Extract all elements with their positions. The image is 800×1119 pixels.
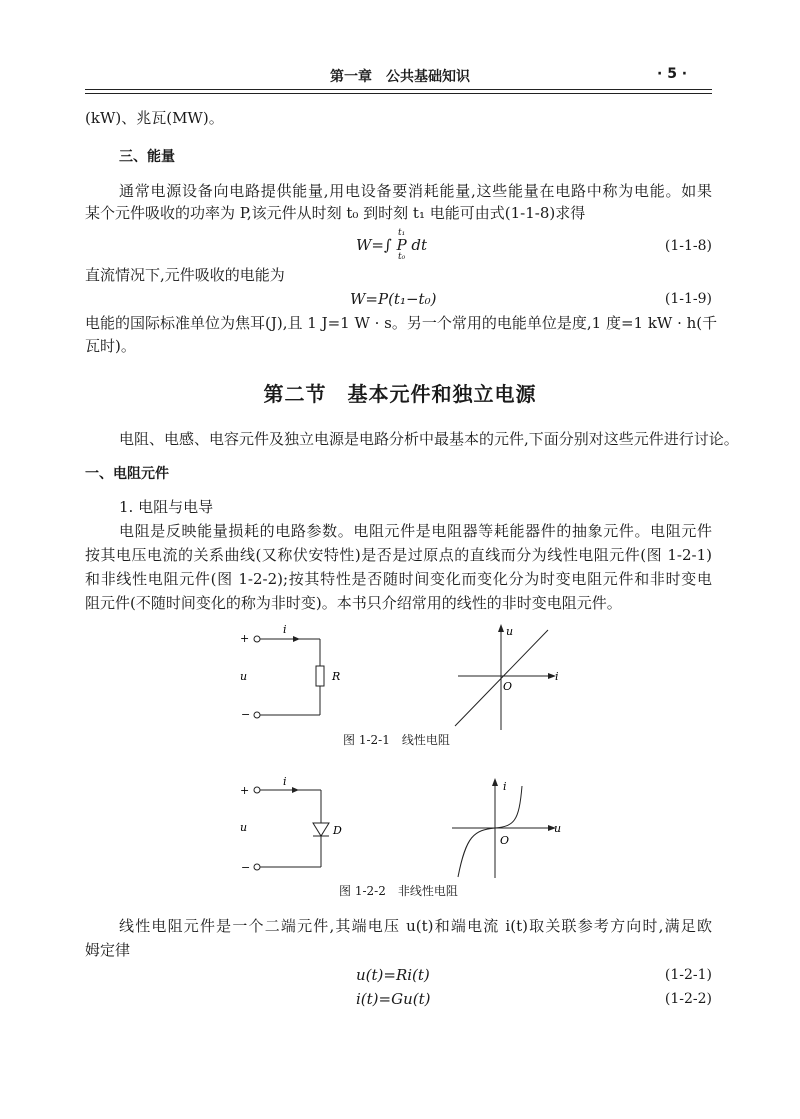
heading-resistor: 一、电阻元件 [85, 466, 169, 482]
paragraph-resistor-line1: 电阻是反映能量损耗的电路参数。电阻元件是电阻器等耗能器件的抽象元件。电阻元件 [119, 522, 712, 540]
equation-number-1-2-1: (1-2-1) [664, 967, 712, 983]
characteristic-curve [458, 786, 522, 877]
figure-nonlinear-resistor [230, 774, 580, 886]
axis-y-label: u [506, 625, 514, 638]
paragraph-unit-line2: 瓦时)。 [85, 337, 136, 355]
minus-label: − [241, 861, 251, 874]
minus-label: − [241, 708, 251, 721]
equation-number-1-1-8: (1-1-8) [664, 238, 712, 254]
current-label: i [283, 623, 287, 636]
paragraph-energy-line1: 通常电源设备向电路提供能量,用电设备要消耗能量,这些能量在电路中称为电能。如果 [119, 182, 712, 200]
origin-label: O [500, 834, 510, 847]
terminal-top [254, 787, 260, 793]
running-header-chapter: 第一章 公共基础知识 [330, 69, 470, 85]
header-rule-thin [85, 93, 712, 94]
arrow-up-icon [498, 624, 504, 632]
paragraph-resistor-line2: 按其电压电流的关系曲线(又称伏安特性)是否是过原点的直线而分为线性电阻元件(图 1-2-1) [85, 546, 712, 564]
plus-label: + [240, 784, 250, 797]
current-label: i [283, 775, 287, 788]
paragraph-dc: 直流情况下,元件吸收的电能为 [85, 266, 285, 284]
resistor-symbol [316, 666, 324, 686]
current-arrow-icon [292, 787, 299, 793]
page-number: · 5 · [657, 66, 688, 82]
header-rule-thick [85, 89, 712, 90]
element-label: D [333, 824, 342, 837]
voltage-label: u [240, 821, 248, 834]
paragraph-resistor-line3: 和非线性电阻元件(图 1-2-2);按其特性是否随时间变化而变化分为时变电阻元件和非时变电 [85, 570, 712, 588]
axis-x-label: u [554, 822, 562, 835]
paragraph-energy-line2: 某个元件吸收的功率为 P,该元件从时刻 t₀ 到时刻 t₁ 电能可由式(1-1-8)求得 [85, 204, 586, 222]
diode-symbol [313, 823, 329, 836]
terminal-bottom [254, 864, 260, 870]
figure-linear-resistor [230, 618, 580, 740]
arrow-up-icon [492, 778, 498, 786]
subheading-resistor: 1. 电阻与电导 [119, 498, 214, 516]
figure-caption-1-2-2: 图 1-2-2 非线性电阻 [339, 884, 458, 898]
equation-1-1-9: W=P(t₁−t₀) [350, 290, 437, 308]
current-arrow-icon [293, 636, 300, 642]
figure-caption-1-2-1: 图 1-2-1 线性电阻 [343, 733, 450, 747]
equation-1-1-8-body: W=∫ P dt [356, 236, 428, 254]
element-label: R [332, 670, 341, 683]
voltage-label: u [240, 670, 248, 683]
terminal-top [254, 636, 260, 642]
heading-energy: 三、能量 [119, 149, 175, 165]
plus-label: + [240, 632, 250, 645]
paragraph-resistor-line4: 阻元件(不随时间变化的称为非时变)。本书只介绍常用的线性的非时变电阻元件。 [85, 594, 622, 612]
terminal-bottom [254, 712, 260, 718]
integral-upper-limit: t₁ [398, 228, 406, 238]
paragraph-ohm-line2: 姆定律 [85, 941, 131, 959]
paragraph-unit-line1: 电能的国际标准单位为焦耳(J),且 1 J=1 W · s。另一个常用的电能单位是度,1 度=1 kW · h(千 [85, 314, 718, 332]
origin-label: O [503, 680, 513, 693]
paragraph-intro: 电阻、电感、电容元件及独立电源是电路分析中最基本的元件,下面分别对这些元件进行讨论。 [119, 430, 739, 448]
axis-x-label: i [555, 670, 559, 683]
section-title: 第二节 基本元件和独立电源 [263, 382, 537, 406]
equation-number-1-1-9: (1-1-9) [664, 291, 712, 307]
equation-1-2-1: u(t)=Ri(t) [356, 966, 430, 984]
equation-1-2-2: i(t)=Gu(t) [356, 990, 431, 1008]
paragraph-ohm-line1: 线性电阻元件是一个二端元件,其端电压 u(t)和端电流 i(t)取关联参考方向时,满足欧 [119, 917, 712, 935]
axis-y-label: i [503, 780, 507, 793]
equation-number-1-2-2: (1-2-2) [664, 991, 712, 1007]
equation-1-1-8 [356, 236, 427, 254]
integral-lower-limit: t₀ [398, 252, 406, 262]
paragraph-units: (kW)、兆瓦(MW)。 [85, 109, 224, 127]
